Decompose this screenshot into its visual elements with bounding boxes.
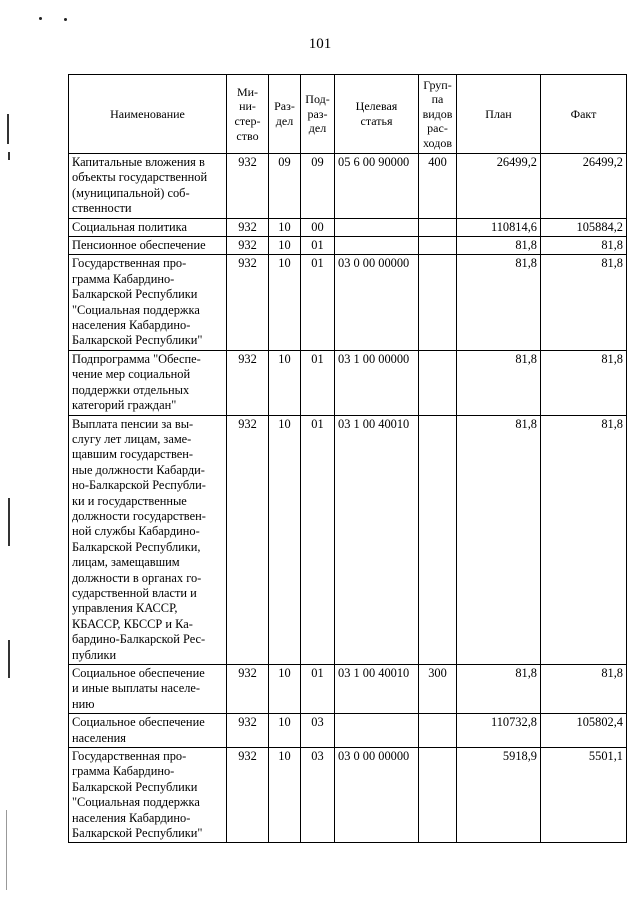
header-fact: Факт [541,75,627,154]
scan-margin-mark [8,498,10,546]
cell-plan: 81,8 [457,665,541,714]
cell-fact: 81,8 [541,350,627,415]
cell-subsection: 00 [301,218,335,236]
cell-fact: 105884,2 [541,218,627,236]
cell-ministry: 932 [227,665,269,714]
table-header-row [69,75,627,154]
cell-fact: 105802,4 [541,714,627,748]
cell-fact: 81,8 [541,415,627,665]
table-row [69,748,627,843]
cell-name: Государственная про- грамма Кабардино- Балкарской Республики "Социальная поддержка населения Кабардино- Балкарской Республики" [69,748,227,843]
cell-section: 10 [269,237,301,255]
cell-name: Подпрограмма "Обеспе- чение мер социальной поддержки отдельных категорий граждан" [69,350,227,415]
table-row [69,237,627,255]
scan-speck [64,18,67,21]
table-row [69,255,627,350]
cell-ministry: 932 [227,714,269,748]
cell-expense-type [419,237,457,255]
cell-fact: 26499,2 [541,154,627,219]
cell-subsection: 01 [301,237,335,255]
cell-fact: 81,8 [541,255,627,350]
cell-ministry: 932 [227,350,269,415]
cell-plan: 26499,2 [457,154,541,219]
cell-ministry: 932 [227,748,269,843]
cell-subsection: 01 [301,665,335,714]
table-row [69,350,627,415]
cell-name: Капитальные вложения в объекты государственной (муниципальной) соб- ственности [69,154,227,219]
cell-subsection: 03 [301,748,335,843]
cell-section: 10 [269,714,301,748]
cell-target [335,714,419,748]
table-row [69,714,627,748]
cell-section: 09 [269,154,301,219]
cell-expense-type [419,255,457,350]
cell-ministry: 932 [227,218,269,236]
header-expense-type: Груп- па видов рас- ходов [419,75,457,154]
table-row [69,218,627,236]
cell-target: 03 1 00 00000 [335,350,419,415]
cell-section: 10 [269,218,301,236]
cell-subsection: 01 [301,350,335,415]
cell-subsection: 03 [301,714,335,748]
cell-name: Выплата пенсии за вы- слугу лет лицам, заме- щавшим государствен- ные должности Кабарди- но-Балкарской Республи- ки и государственные должности государствен- ной службы Кабардино- Балкарской Республики, лицам, замещавшим должности в органах го- сударственной власти и управления КАССР, КБАССР, КБССР и Ка- бардино-Балкарской Рес- публики [69,415,227,665]
scan-margin-mark [6,810,7,890]
cell-expense-type [419,218,457,236]
cell-section: 10 [269,415,301,665]
cell-name: Государственная про- грамма Кабардино- Балкарской Республики "Социальная поддержка населения Кабардино- Балкарской Республики" [69,255,227,350]
header-target: Целевая статья [335,75,419,154]
cell-subsection: 09 [301,154,335,219]
cell-expense-type [419,714,457,748]
header-name: Наименование [69,75,227,154]
header-subsection: Под- раз- дел [301,75,335,154]
cell-name: Социальное обеспечение и иные выплаты населе- нию [69,665,227,714]
table-row [69,415,627,665]
cell-target: 05 6 00 90000 [335,154,419,219]
page-number: 101 [308,36,332,52]
cell-name: Социальная политика [69,218,227,236]
cell-target: 03 0 00 00000 [335,255,419,350]
cell-expense-type [419,748,457,843]
cell-ministry: 932 [227,154,269,219]
cell-name: Социальное обеспечение населения [69,714,227,748]
cell-fact: 81,8 [541,237,627,255]
cell-section: 10 [269,748,301,843]
cell-ministry: 932 [227,255,269,350]
cell-plan: 5918,9 [457,748,541,843]
cell-fact: 5501,1 [541,748,627,843]
scan-margin-mark [8,640,10,678]
cell-target: 03 1 00 40010 [335,665,419,714]
cell-plan: 110814,6 [457,218,541,236]
cell-target: 03 1 00 40010 [335,415,419,665]
table-row [69,665,627,714]
cell-plan: 81,8 [457,255,541,350]
header-plan: План [457,75,541,154]
cell-ministry: 932 [227,237,269,255]
cell-ministry: 932 [227,415,269,665]
cell-section: 10 [269,255,301,350]
cell-expense-type [419,350,457,415]
scan-margin-mark [7,114,9,144]
cell-section: 10 [269,665,301,714]
cell-plan: 81,8 [457,350,541,415]
cell-fact: 81,8 [541,665,627,714]
cell-plan: 110732,8 [457,714,541,748]
table-row [69,154,627,219]
cell-expense-type: 300 [419,665,457,714]
budget-table [68,74,627,843]
scan-margin-mark [8,152,10,160]
cell-plan: 81,8 [457,415,541,665]
cell-subsection: 01 [301,255,335,350]
cell-plan: 81,8 [457,237,541,255]
cell-section: 10 [269,350,301,415]
table-body [69,154,627,843]
cell-expense-type: 400 [419,154,457,219]
header-section: Раз- дел [269,75,301,154]
scan-speck [39,17,42,20]
cell-expense-type [419,415,457,665]
cell-target [335,237,419,255]
cell-name: Пенсионное обеспечение [69,237,227,255]
cell-subsection: 01 [301,415,335,665]
cell-target: 03 0 00 00000 [335,748,419,843]
header-ministry: Ми- ни- стер- ство [227,75,269,154]
cell-target [335,218,419,236]
